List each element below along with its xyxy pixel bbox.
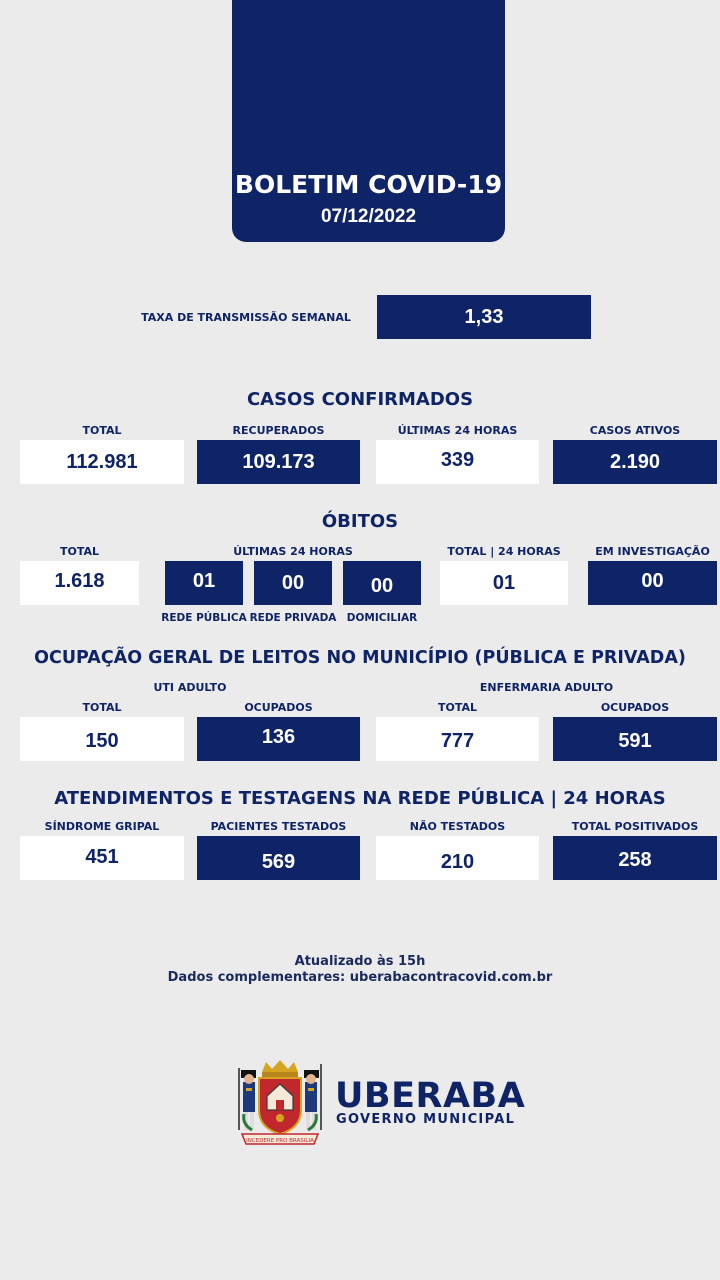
section-title-leitos: OCUPAÇÃO GERAL DE LEITOS NO MUNICÍPIO (PÚBLICA E PRIVADA) bbox=[34, 648, 686, 668]
casos-total-value: 112.981 bbox=[20, 440, 184, 484]
obitos-total-label: TOTAL bbox=[59, 545, 100, 558]
right-soldier-figure bbox=[304, 1064, 321, 1130]
obitos-total-value: 1.618 bbox=[20, 561, 139, 605]
left-soldier-figure bbox=[239, 1068, 256, 1130]
atend-nao-testados-label: NÃO TESTADOS bbox=[409, 820, 506, 833]
obitos-rede-publica-label: REDE PÚBLICA bbox=[161, 612, 247, 624]
transmission-rate-value: 1,33 bbox=[377, 295, 591, 339]
complementary-data-text: Dados complementares: uberabacontracovid.com.br bbox=[167, 970, 553, 985]
casos-ativos-label: CASOS ATIVOS bbox=[589, 424, 681, 437]
page-title: BOLETIM COVID-19 bbox=[234, 170, 503, 199]
leitos-uti-total-label: TOTAL bbox=[82, 701, 122, 714]
obitos-rede-publica-value: 01 bbox=[165, 561, 243, 605]
leitos-enf-total-value: 777 bbox=[376, 717, 539, 761]
casos-24h-label: ÚLTIMAS 24 HORAS bbox=[397, 424, 518, 437]
obitos-investigacao-label: EM INVESTIGAÇÃO bbox=[595, 545, 710, 558]
casos-24h-value: 339 bbox=[376, 440, 539, 484]
transmission-rate-label: TAXA DE TRANSMISSÃO SEMANAL bbox=[141, 311, 351, 324]
leitos-uti-ocupados-value: 136 bbox=[197, 717, 360, 761]
casos-ativos-value: 2.190 bbox=[553, 440, 717, 484]
obitos-total24-label: TOTAL | 24 HORAS bbox=[447, 545, 561, 558]
atend-positivados-label: TOTAL POSITIVADOS bbox=[571, 820, 699, 833]
casos-total-label: TOTAL bbox=[82, 424, 122, 437]
obitos-24h-label: ÚLTIMAS 24 HORAS bbox=[233, 545, 353, 558]
logo-subtitle: GOVERNO MUNICIPAL bbox=[336, 1112, 516, 1127]
leitos-uti-ocupados-label: OCUPADOS bbox=[244, 701, 313, 714]
obitos-rede-privada-label: REDE PRIVADA bbox=[249, 612, 337, 624]
obitos-domiciliar-label: DOMICILIAR bbox=[346, 612, 418, 624]
atend-positivados-value: 258 bbox=[553, 836, 717, 880]
leitos-enf-ocupados-value: 591 bbox=[553, 717, 717, 761]
casos-recuperados-label: RECUPERADOS bbox=[232, 424, 325, 437]
leitos-enf-ocupados-label: OCUPADOS bbox=[600, 701, 670, 714]
atend-nao-testados-value: 210 bbox=[376, 836, 539, 880]
atend-sindrome-label: SÍNDROME GRIPAL bbox=[44, 820, 160, 833]
atend-testados-label: PACIENTES TESTADOS bbox=[210, 820, 347, 833]
logo-motto: INCEDERE PRO BRASILIA bbox=[246, 1138, 314, 1144]
obitos-rede-privada-value: 00 bbox=[254, 561, 332, 605]
obitos-investigacao-value: 00 bbox=[588, 561, 717, 605]
bulletin-date: 07/12/2022 bbox=[320, 206, 417, 227]
coat-of-arms-logo bbox=[232, 1058, 328, 1148]
atend-sindrome-value: 451 bbox=[20, 836, 184, 880]
obitos-domiciliar-value: 00 bbox=[343, 561, 421, 605]
leitos-uti-total-value: 150 bbox=[20, 717, 184, 761]
atend-testados-value: 569 bbox=[197, 836, 360, 880]
obitos-total24-value: 01 bbox=[440, 561, 568, 605]
section-title-casos: CASOS CONFIRMADOS bbox=[246, 389, 474, 410]
casos-recuperados-value: 109.173 bbox=[197, 440, 360, 484]
leitos-uti-label: UTI ADULTO bbox=[153, 681, 227, 694]
updated-text: Atualizado às 15h bbox=[294, 954, 426, 969]
section-title-obitos: ÓBITOS bbox=[321, 511, 399, 532]
logo-wordmark: UBERABA bbox=[335, 1076, 526, 1116]
leitos-enfermaria-label: ENFERMARIA ADULTO bbox=[479, 681, 614, 694]
section-title-atendimentos: ATENDIMENTOS E TESTAGENS NA REDE PÚBLICA | 24 HORAS bbox=[54, 788, 666, 809]
leitos-enf-total-label: TOTAL bbox=[437, 701, 478, 714]
